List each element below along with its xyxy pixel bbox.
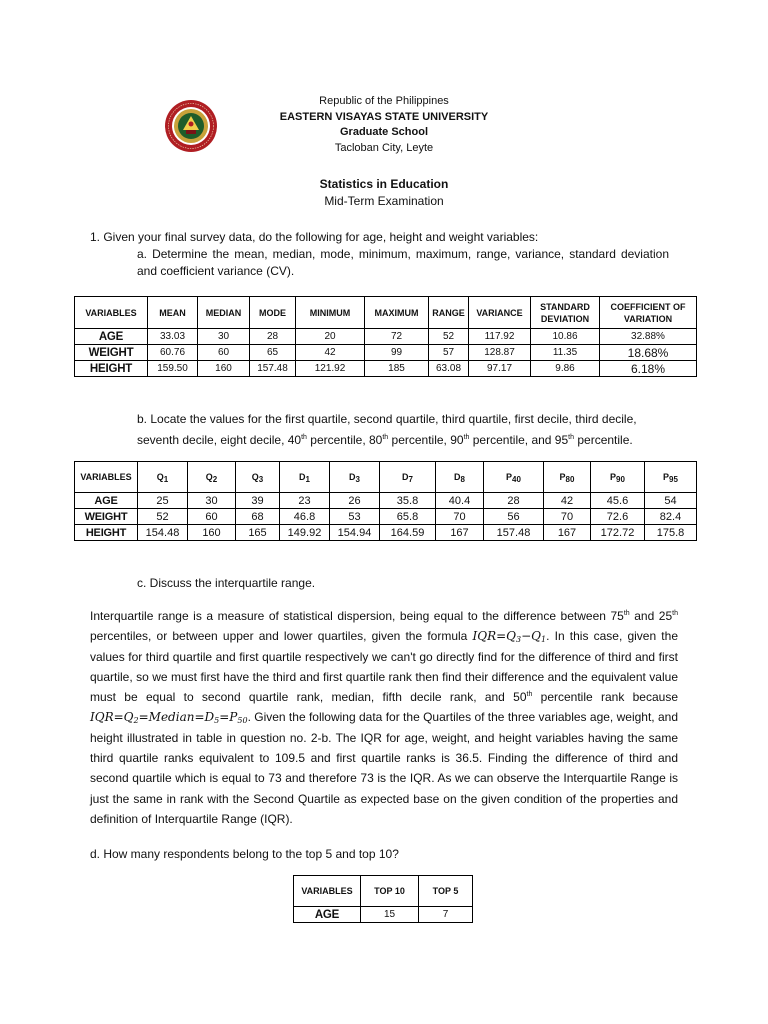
table-cell: 60.76 [148, 345, 198, 361]
column-header [544, 462, 591, 493]
table-cell: 160 [188, 525, 236, 541]
formula-part: IQR=Q [90, 710, 134, 725]
top-respondents-table [293, 875, 473, 923]
table-cell: 185 [365, 361, 429, 377]
table-cell: 63.08 [429, 361, 469, 377]
column-header: VARIABLES [75, 462, 138, 493]
column-header: MINIMUM [296, 297, 365, 329]
table-cell: 60 [198, 345, 250, 361]
para-text: percentiles, or between upper and lower quartiles, given the formula [90, 629, 473, 644]
table-cell: 70 [436, 509, 484, 525]
table-cell: 28 [250, 329, 296, 345]
row-label: HEIGHT [75, 361, 148, 377]
course-title: Statistics in Education [319, 177, 449, 191]
table-row [75, 361, 697, 377]
table-cell: 9.86 [531, 361, 600, 377]
descriptive-stats-table [74, 296, 697, 377]
column-header [138, 462, 188, 493]
header-symbol: Q [205, 472, 213, 482]
table-cell: 52 [138, 509, 188, 525]
table-cell: 99 [365, 345, 429, 361]
header-subscript: 80 [565, 475, 575, 484]
table-cell: 72 [365, 329, 429, 345]
question-1c: c. Discuss the interquartile range. [137, 576, 316, 590]
question-1a: a. Determine the mean, median, mode, minimum, maximum, range, variance, standard deviation and coefficient variance (CV). [137, 247, 669, 278]
header-symbol: D [454, 472, 461, 482]
header-city: Tacloban City, Leyte [334, 141, 434, 154]
q1b-text-1: b. Locate the values for the first quartile, second quartile, third quartile, first decile, third decile, seventh decile, eight decile, 40 [137, 412, 637, 447]
table-cell: 42 [296, 345, 365, 361]
column-header: RANGE [429, 297, 469, 329]
table-cell: 167 [436, 525, 484, 541]
table-cell: 175.8 [645, 525, 697, 541]
table-cell: 157.48 [484, 525, 544, 541]
header-symbol: D [402, 472, 409, 482]
header-subscript: 40 [512, 475, 521, 484]
para-text: . In this case, given the values for third quartile and first quartile respectively we can't go directly find for the difference of third and first quartile, so we must first have the third and first quartile rank then find their difference and the equivalent value must be equal to second quartile rank, median, fifth decile rank, and 50 [90, 629, 678, 705]
row-label: WEIGHT [75, 345, 148, 361]
sup-th: th [526, 691, 533, 699]
table-cell: 23 [280, 493, 330, 509]
formula-part: =P [219, 710, 238, 725]
column-header [236, 462, 280, 493]
question-1b [137, 409, 677, 451]
q1b-text-3: percentile, 90 [388, 433, 464, 447]
table-row [75, 525, 697, 541]
table-cell: 53 [330, 509, 380, 525]
column-header [188, 462, 236, 493]
table-cell: 57 [429, 345, 469, 361]
header-subscript: 95 [669, 475, 678, 484]
table-cell: 11.35 [531, 345, 600, 361]
para-text: . Given the following data for the Quartiles of the three variables age, weight, and height illustrated in table in question no. 2-b. The IQR for age, weight, and height variables having the same third quartile ranks equivalent to 109.5 and first quartile ranks is 36.5. Finding the difference of third and second quartile which is equal to 73 and therefore 73 is the IQR. As we can observe the Interquartile Range is just the same in rank with the Second Quartile as expected base on the given condition of the properties and definition of Interquartile Range (IQR). [90, 710, 678, 826]
para-text: and 25 [629, 609, 673, 623]
table-row [75, 345, 697, 361]
table-cell: 56 [484, 509, 544, 525]
question-1d: d. How many respondents belong to the top 5 and top 10? [90, 847, 399, 861]
table-row [75, 509, 697, 525]
table-cell: 121.92 [296, 361, 365, 377]
table-cell: 165 [236, 525, 280, 541]
formula-sub: 2 [133, 716, 139, 726]
iqr-equality-formula [90, 710, 248, 724]
table-cell: 32.88% [600, 329, 697, 345]
table-row [75, 329, 697, 345]
table-cell: 149.92 [280, 525, 330, 541]
table-cell: 15 [361, 907, 419, 923]
table-cell: 172.72 [591, 525, 645, 541]
table-cell: 26 [330, 493, 380, 509]
header-subscript: 2 [212, 475, 218, 484]
exam-name: Mid-Term Examination [324, 194, 444, 208]
table-cell: 70 [544, 509, 591, 525]
formula-part: −Q [521, 629, 542, 644]
iqr-formula [473, 629, 547, 643]
table-row [75, 493, 697, 509]
table-cell: 97.17 [469, 361, 531, 377]
table-cell: 7 [419, 907, 473, 923]
header-subscript: 3 [355, 475, 360, 484]
row-label: WEIGHT [75, 509, 138, 525]
column-header: COEFFICIENT OF VARIATION [600, 297, 697, 329]
table-cell: 10.86 [531, 329, 600, 345]
sup-th: th [301, 434, 307, 441]
table-cell: 30 [188, 493, 236, 509]
table-cell: 25 [138, 493, 188, 509]
formula-part: IQR=Q [472, 629, 517, 644]
table-cell: 52 [429, 329, 469, 345]
table-cell: 164.59 [380, 525, 436, 541]
row-label: HEIGHT [75, 525, 138, 541]
table-cell: 157.48 [250, 361, 296, 377]
header-republic: Republic of the Philippines [319, 95, 449, 107]
table-cell: 60 [188, 509, 236, 525]
formula-part: =Median=D [138, 710, 215, 725]
sup-th: th [463, 434, 470, 441]
q1b-text-2: percentile, 80 [306, 433, 383, 447]
column-header: MEAN [148, 297, 198, 329]
table-cell: 42 [544, 493, 591, 509]
header-symbol: P [663, 472, 670, 482]
column-header [484, 462, 544, 493]
table-cell: 154.48 [138, 525, 188, 541]
header-symbol: P [610, 472, 617, 482]
header-university: EASTERN VISAYAS STATE UNIVERSITY [279, 110, 489, 123]
header-subscript: 3 [258, 475, 264, 484]
row-label: AGE [75, 329, 148, 345]
formula-sub: 1 [541, 635, 547, 645]
table-cell: 54 [645, 493, 697, 509]
column-header: STANDARD DEVIATION [531, 297, 600, 329]
table-cell: 18.68% [600, 345, 697, 361]
table-cell: 159.50 [148, 361, 198, 377]
column-header [591, 462, 645, 493]
formula-sub: 3 [516, 635, 522, 645]
formula-sub: 5 [214, 716, 220, 726]
header-subscript: 1 [163, 475, 169, 484]
column-header [380, 462, 436, 493]
column-header: VARIABLES [294, 876, 361, 907]
iqr-discussion-paragraph [90, 606, 678, 829]
table-cell: 72.6 [591, 509, 645, 525]
formula-sub: 50 [237, 716, 248, 726]
column-header [645, 462, 697, 493]
column-header: MEDIAN [198, 297, 250, 329]
column-header: TOP 10 [361, 876, 419, 907]
table-cell: 33.03 [148, 329, 198, 345]
table-cell: 28 [484, 493, 544, 509]
table-cell: 68 [236, 509, 280, 525]
column-header [330, 462, 380, 493]
q1b-text-4: percentile, and 95 [469, 433, 569, 447]
table-cell: 30 [198, 329, 250, 345]
row-label: AGE [75, 493, 138, 509]
table-cell: 40.4 [436, 493, 484, 509]
para-text: percentile rank because [532, 690, 678, 705]
column-header: MODE [250, 297, 296, 329]
header-symbol: P [506, 472, 513, 482]
header-symbol: Q [251, 472, 259, 482]
header-symbol: P [559, 472, 566, 482]
table-cell: 167 [544, 525, 591, 541]
letterhead [0, 94, 768, 156]
header-symbol: D [299, 472, 306, 482]
table-cell: 20 [296, 329, 365, 345]
table-cell: 45.6 [591, 493, 645, 509]
row-label: AGE [294, 907, 361, 923]
table-cell: 39 [236, 493, 280, 509]
table-cell: 154.94 [330, 525, 380, 541]
header-subscript: 8 [460, 475, 465, 484]
table-cell: 65.8 [380, 509, 436, 525]
sup-th: th [568, 434, 575, 441]
table-cell: 35.8 [380, 493, 436, 509]
table-row [294, 907, 473, 923]
exam-title [0, 176, 768, 210]
table-cell: 6.18% [600, 361, 697, 377]
sup-th: th [672, 610, 678, 617]
column-header [280, 462, 330, 493]
table-cell: 160 [198, 361, 250, 377]
header-symbol: Q [156, 472, 164, 482]
header-symbol: D [349, 472, 356, 482]
header-subscript: 90 [616, 475, 625, 484]
table-cell: 82.4 [645, 509, 697, 525]
table-cell: 128.87 [469, 345, 531, 361]
table-cell: 117.92 [469, 329, 531, 345]
q1b-text-5: percentile. [574, 433, 633, 447]
column-header: TOP 5 [419, 876, 473, 907]
header-subscript: 1 [305, 475, 310, 484]
sup-th: th [623, 610, 630, 617]
header-subscript: 7 [408, 475, 413, 484]
column-header: VARIANCE [469, 297, 531, 329]
header-school: Graduate School [339, 126, 429, 138]
table-cell: 46.8 [280, 509, 330, 525]
column-header: MAXIMUM [365, 297, 429, 329]
column-header: VARIABLES [75, 297, 148, 329]
column-header [436, 462, 484, 493]
quantiles-table [74, 461, 697, 541]
table-cell: 65 [250, 345, 296, 361]
para-text: Interquartile range is a measure of statistical dispersion, being equal to the difference between 75 [90, 609, 624, 623]
sup-th: th [382, 434, 389, 441]
question-1: 1. Given your final survey data, do the following for age, height and weight variables: [90, 230, 539, 244]
